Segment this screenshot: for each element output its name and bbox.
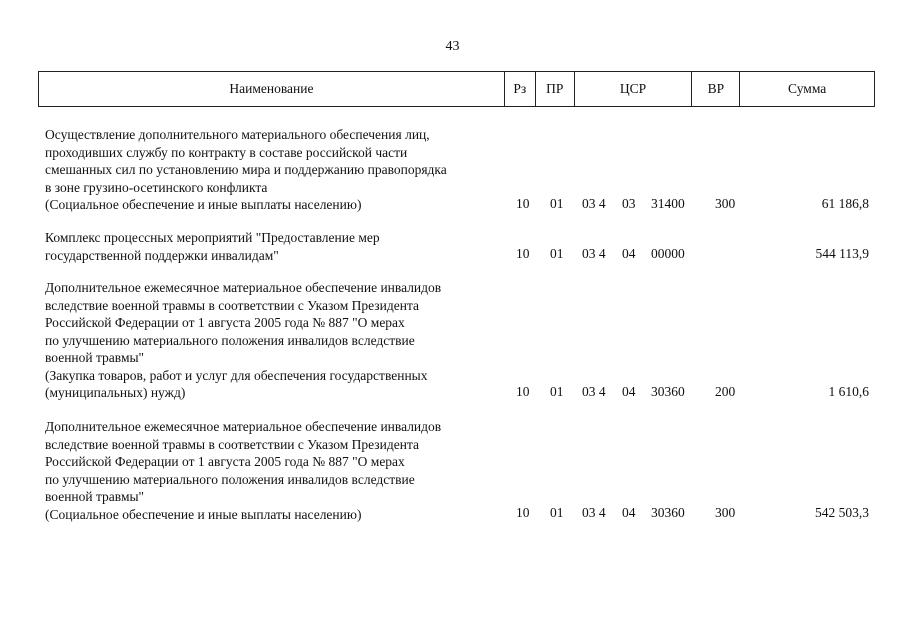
cell-csr-direction: 00000 <box>651 246 685 261</box>
row-codes <box>45 196 875 214</box>
description-line: вследствие военной травмы в соответствии с Указом Президента <box>45 436 419 452</box>
description-line: Российской Федерации от 1 августа 2005 года № 887 "О мерах <box>45 315 405 330</box>
cell-csr-complex: 04 <box>622 505 636 520</box>
description-line: государственной поддержки инвалидам" <box>45 247 279 263</box>
description-line: (Социальное обеспечение и иные выплаты населению) <box>45 197 362 212</box>
description-line: вследствие военной травмы в соответствии с Указом Президента <box>45 297 419 313</box>
cell-csr-direction: 31400 <box>651 196 685 211</box>
header-csr: ЦСР <box>575 72 693 106</box>
description-line: по улучшению материального положения инвалидов вследствие <box>45 471 415 487</box>
cell-pr: 01 <box>550 246 564 261</box>
description-line: Осуществление дополнительного материального обеспечения лиц, <box>45 127 430 142</box>
cell-sum: 1 610,6 <box>828 384 869 399</box>
header-name: Наименование <box>39 72 505 106</box>
cell-pr: 01 <box>550 505 564 520</box>
cell-pr: 01 <box>550 384 564 399</box>
description-line: Российской Федерации от 1 августа 2005 года № 887 "О мерах <box>45 454 405 469</box>
page-number: 43 <box>445 39 460 54</box>
cell-vr: 300 <box>715 505 736 520</box>
cell-rz: 10 <box>516 505 530 520</box>
cell-csr-program: 03 4 <box>582 196 606 211</box>
header-vr: ВР <box>692 72 740 106</box>
cell-rz: 10 <box>516 196 530 211</box>
header-pr: ПР <box>536 72 575 106</box>
description-line: (муниципальных) нужд) <box>45 385 186 400</box>
cell-rz: 10 <box>516 246 530 261</box>
description-line: (Закупка товаров, работ и услуг для обеспечения государственных <box>45 367 428 383</box>
description-line: Дополнительное ежемесячное материальное обеспечение инвалидов <box>45 280 442 295</box>
cell-csr-program: 03 4 <box>582 505 606 520</box>
cell-csr-direction: 30360 <box>651 505 685 520</box>
cell-csr-complex: 03 <box>622 196 636 211</box>
cell-rz: 10 <box>516 384 530 399</box>
description-line: смешанных сил по установлению мира и поддержанию правопорядка <box>45 162 447 177</box>
cell-sum: 544 113,9 <box>815 246 869 261</box>
table-header <box>38 71 875 107</box>
cell-csr-complex: 04 <box>622 246 636 261</box>
description-line: Дополнительное ежемесячное материальное обеспечение инвалидов <box>45 419 442 434</box>
header-rz: Рз <box>505 72 536 106</box>
header-sum: Сумма <box>788 81 827 96</box>
description-line: (Социальное обеспечение и иные выплаты населению) <box>45 506 362 522</box>
description-line: в зоне грузино-осетинского конфликта <box>45 179 268 195</box>
cell-csr-program: 03 4 <box>582 246 606 261</box>
cell-pr: 01 <box>550 196 564 211</box>
description-line: по улучшению материального положения инвалидов вследствие <box>45 332 415 348</box>
description-line: военной травмы" <box>45 350 145 365</box>
cell-csr-direction: 30360 <box>651 384 685 399</box>
row-codes <box>45 505 875 523</box>
cell-sum: 61 186,8 <box>821 196 869 211</box>
cell-csr-complex: 04 <box>622 384 636 399</box>
cell-vr: 300 <box>715 196 736 211</box>
row-codes <box>45 246 875 264</box>
cell-vr: 200 <box>715 384 736 399</box>
description-line: Комплекс процессных мероприятий "Предоставление мер <box>45 230 380 245</box>
cell-csr-program: 03 4 <box>582 384 606 399</box>
description-line: проходивших службу по контракту в составе российской части <box>45 144 408 160</box>
cell-sum: 542 503,3 <box>815 505 869 520</box>
row-codes <box>45 384 875 402</box>
description-line: военной травмы" <box>45 489 145 504</box>
